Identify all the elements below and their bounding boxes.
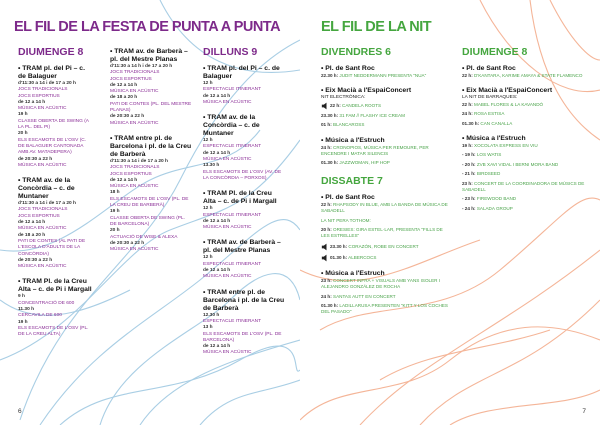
item-time: 19 h [18,112,28,118]
page-title: EL FIL DE LA FESTA DE PUNTA A PUNTA [14,19,281,35]
schedule-column-3 [203,46,285,365]
item-time: 23.30 h: [321,112,339,118]
item-label: JOCS ESPORTIUS [110,76,152,82]
schedule-item [18,100,94,113]
item-label: BIRDSEED [476,171,501,177]
schedule-item [18,294,94,307]
item-label: MÚSICA EN ACÚSTIC [110,120,159,126]
schedule-item [203,313,285,326]
schedule-item [462,171,590,177]
item-label: MÚSICA EN ACÚSTIC [203,350,252,356]
item-label: JAZZWOMAN, HIP HOP [339,160,390,166]
item-label: CONCENTRACIÓ DE 600 [18,300,75,306]
venue-name: • Pl. de Sant Roc [321,193,375,201]
schedule-item [462,73,590,79]
schedule-item [462,162,590,168]
schedule-item [110,83,192,96]
venue-block [203,65,285,106]
venue-block [203,114,285,182]
schedule-item [203,219,285,232]
venue-block [203,190,285,231]
item-time: de 20:30 a 22 h [18,156,53,162]
item-label: MÚSICA EN ACÚSTIC [110,184,159,190]
item-label: JUDIT NEDDERMANN PRESENTA "NUA" [339,73,427,78]
item-label: MÚSICA EN ACÚSTIC [110,89,159,95]
schedule-item [321,73,451,79]
item-label: ELS ESCAMOTS DE L'OSV (PL. DE LA CREU DE BARBERÀ) [110,196,189,209]
schedule-item [203,138,285,151]
item-time: 20 h [110,228,120,234]
venue-subtitle: LA NIT DE BARRAQUES: [462,95,518,101]
item-label: ORESIES: GIRA ESTEL·LAR, PRESENTA "FILLS DE LES ESTRELLES" [321,226,443,239]
item-time: d'11:30 a 14 h i de 17 a 20 h [110,64,173,69]
item-label: ELS ESCAMOTS DE L'OSV (AV. DE LA CONCÒRDIA – PORXOS) [203,169,282,181]
venue-name: • Música a l'Estruch [462,134,526,142]
schedule-item [462,102,590,108]
item-time: - 24 h: [462,205,476,211]
item-time: d'11:30 a 14 i de 17 a 20 h [18,201,76,207]
schedule-item [110,64,192,77]
item-label: MÚSICA EN ACÚSTIC [203,99,252,105]
item-time: 18 h [110,190,120,196]
schedule-item [18,201,94,214]
item-time: 12 h [203,255,213,261]
item-label: ELS ESCAMOTS DE L'OSV (PL. DE BARCELONA) [203,331,282,343]
page-number: 7 [582,408,586,415]
item-time: 24 h: [462,111,473,117]
item-label: CONCERT INFRA + VISUALS AMB YANS ISOLER I ALEJANDRO GONZÁLEZ DE ROCHA [321,277,441,290]
item-time: d'11:30 a 14 i de 17 a 20 h [110,158,168,164]
item-label: CANDELA ROOTS [342,102,382,108]
item-time: 12 h [203,81,213,86]
schedule-item [203,151,285,164]
item-time: - 20 h: [462,161,476,167]
schedule-item [321,218,451,224]
item-time: de 12 a 14 h [18,220,46,226]
item-label: ESPECTACLE ITINERANT [203,261,262,267]
schedule-item [203,268,285,281]
item-time: 9 h [18,294,25,300]
page-title: EL FIL DE LA NIT [321,19,432,35]
item-label: ESPECTACLE ITINERANT [203,318,262,324]
schedule-item [321,278,451,291]
schedule-item [110,228,192,241]
schedule-column-1 [18,46,94,347]
schedule-item [203,163,285,182]
venue-block [321,194,451,262]
item-time: 22 h: [462,73,473,78]
item-label: D'KANTARA, KARIME AMAYA & STATE FLAMENCO [474,73,583,78]
item-time: 12.30 h [203,312,220,318]
item-time: de 20:30 a 22 h [18,257,53,263]
schedule-item [462,111,590,117]
venue-block [462,87,590,127]
venue-name: • TRAM av. de Barberà – pl. del Mestre Planas [110,48,188,63]
schedule-item [321,113,451,119]
venue-block [18,177,94,270]
item-time: 19 h: [462,142,473,148]
item-label: JOCS ESPORTIUS [18,213,60,219]
item-time: 22 h: [321,201,332,207]
item-time: 23.30 h: [330,243,348,249]
schedule-item [321,303,451,316]
schedule-item [321,294,451,300]
schedule-item [18,258,94,271]
schedule-item [321,145,451,158]
schedule-column-2 [462,46,590,220]
schedule-item [18,112,94,131]
venue-block [203,289,285,357]
item-time: 13.30 h [203,163,220,169]
schedule-item [18,157,94,170]
item-label: JOCS TRADICIONALS [110,165,160,171]
item-time: - 21 h: [462,171,476,177]
venue-name: • Eix Macià a l'EspaiConcert [462,87,553,95]
venue-block [18,65,94,169]
schedule-item [110,159,192,172]
item-label: MÚSICA EN ACÚSTIC [18,264,67,270]
schedule-item [110,190,192,209]
venue-name: • TRAM entre pl. de Barcelona i pl. de la Creu de Barberà [203,288,285,312]
item-label: PATI DE CONTES (AL PATI DE L'ESCOLA D'ADULTS DE LA CONCÒRDIA) [18,238,86,257]
venue-name: • TRAM av. de la Concòrdia – c. de Muntaner [18,177,75,201]
item-label: BLANCAROSS [333,122,365,128]
loudspeaker-icon [321,254,328,262]
venue-name: • TRAM entre pl. de Barcelona i pl. de la Creu de Barberà [110,134,192,158]
item-label: CONCERT DE LA COORDINADORA DE MÚSICS DE SABADELL [462,180,585,192]
venue-name: • Música a l'Estruch [321,136,385,144]
item-time: de 20:30 a 22 h [110,240,145,246]
item-time: de 18 a 20 h [110,95,138,101]
item-label: JOCS ESPORTIUS [18,93,60,99]
item-label: CLASSE OBERTA DE SWING (A LA PL. DEL PI) [18,118,89,131]
item-time: 22 h: [330,102,341,108]
item-time: de 12 a 14 h [203,218,231,224]
day-heading: DIUMENGE 8 [18,46,84,58]
item-label: CAN CANALLA [480,120,513,126]
loudspeaker-icon [321,102,328,110]
venue-name: • Eix Macià a l'EspaiConcert [321,87,412,95]
item-label: ESPECTACLE ITINERANT [203,87,262,93]
schedule-item [462,206,590,212]
item-label: MÚSICA EN ACÚSTIC [110,247,159,253]
schedule-item [110,241,192,254]
schedule-item [462,196,590,202]
item-time: 24 h: [321,293,332,299]
item-label: MÚSICA EN ACÚSTIC [203,225,252,231]
item-time: 13 h [203,325,213,331]
item-time: 01 h: [321,122,332,128]
loudspeaker-icon [321,243,328,251]
schedule-item [462,181,590,194]
item-label: LOS WATIS [476,152,502,158]
venue-name: • TRAM Pl. de la Creu Alta – c. de Pi i Margall [18,278,92,294]
item-label: ESPECTACLE ITINERANT [203,212,262,218]
item-time: 01.30 h: [462,120,480,126]
item-time: de 12 a 14 h [203,268,231,274]
item-time: - 19 h: [462,152,476,158]
item-label: JOCS TRADICIONALS [18,87,68,93]
schedule-item [321,243,451,251]
venue-block [462,135,590,212]
item-time: 12 h [203,206,213,212]
schedule-item [110,114,192,127]
item-label: MÚSICA EN ACÚSTIC [18,106,67,112]
item-time: de 18 a 20 h [18,232,46,238]
item-label: MÚSICA EN ACÚSTIC [203,157,252,163]
venue-name: • TRAM av. de la Concòrdia – c. de Muntaner [203,114,260,138]
item-label: CLASSE OBERTA DE SWING (PL. DE BARCELONA) [110,215,185,227]
page-number: 6 [18,408,22,415]
item-time: - 23 h: [462,196,476,202]
item-label: ZVB XAVI VIDAL I BERNI MORA BAND [476,161,559,167]
day-heading: DIUMENGE 8 [462,46,528,58]
schedule-item [321,102,451,110]
item-time: 22.30 h: [321,73,339,78]
item-label: ESPECTACLE ITINERANT [203,144,262,150]
schedule-item [110,95,192,114]
item-label: LA NIT PERA TOTHOM: [321,217,371,223]
item-label: MABEL FLORES & LA KAVANDÓ [474,101,544,107]
item-time: de 12 a 14 h [18,99,46,105]
schedule-item [203,206,285,219]
venue-name: • TRAM Pl. de la Creu Alta – c. de Pi i Margall [203,190,277,206]
item-time: de 12 a 14 h [203,93,231,99]
item-time: de 20:30 a 22 h [110,114,145,120]
item-time: de 12 a 14 h [110,82,138,88]
item-time: 24 h: [321,144,332,150]
item-label: ROSA ESTISA [474,111,505,117]
item-label: MÚSICA EN ACÚSTIC [18,162,67,168]
schedule-item [110,209,192,228]
item-time: d'11:30 a 14 i de 17 a 20 h [18,81,76,86]
item-time: 19 h [110,209,120,215]
item-label: SANTAS AUTT EN CONCERT [333,293,396,299]
schedule-item [462,152,590,158]
venue-block [321,270,451,316]
venue-block [203,239,285,280]
item-time: 01.30 h: [330,254,348,260]
schedule-item [18,307,94,320]
item-label: CRONOPIOS, MÚSICA PER REMOURE, PER ENCENDRE I MATAR SILENCIS [321,144,429,156]
item-time: 11.30 h [18,307,35,313]
venue-block [110,48,192,127]
venue-block [321,65,451,79]
venue-block [321,137,451,167]
schedule-item [462,143,590,149]
venue-name: • Pl. de Sant Roc [462,65,516,72]
schedule-item [203,344,285,357]
item-time: 22 h: [462,101,473,107]
day-heading: DIVENDRES 6 [321,46,392,58]
day-heading: DISSABTE 7 [321,174,383,187]
item-label: XOCOLATA EXPRESS EN VIU [474,142,538,148]
venue-subtitle: NIT ELECTRÒNICA: [321,95,366,101]
item-time: de 12 a 14 h [110,177,138,183]
item-label: CERCAVILA DE 600 [18,313,62,319]
venue-block [110,135,192,253]
schedule-item [203,325,285,344]
right-page [300,0,600,425]
schedule-item [18,81,94,94]
schedule-item [321,122,451,128]
venue-block [321,87,451,128]
venue-name: • Música a l'Estruch [321,269,385,277]
item-label: 31 FAM // FLASHY ICE CREAM [339,112,405,118]
schedule-item [18,320,94,339]
venue-name: • Pl. de Sant Roc [321,65,375,72]
schedule-item [110,178,192,191]
item-time: 23 h: [462,180,473,186]
item-label: JOCS ESPORTIUS [110,171,152,177]
schedule-item [18,233,94,258]
schedule-column-1 [321,46,451,324]
item-label: CORAZÓN, ROBE EN CONCERT [348,243,419,249]
item-label: ACTUACIÓ DE WISE & ALEXA [110,234,178,240]
schedule-item [321,202,451,215]
item-time: 20 h: [321,226,332,232]
item-label: FIREWOOD BAND [476,196,517,202]
item-time: 01.30 h: [321,302,339,308]
schedule-item [462,121,590,127]
schedule-item [321,254,451,262]
schedule-item [203,81,285,94]
item-label: SALADA GROUP [476,205,513,211]
item-label: ALBERCOCS [348,254,377,260]
item-label: ELS ESCAMOTS DE L'OSV (C. DE BALAGUER CANTONADA AMB AV. MATADEPERA) [18,137,87,156]
venue-block [18,278,94,338]
schedule-item [18,131,94,156]
item-label: LADILLARUSA PRESENTEN "KITT Y LOS COCHES DEL PASADO" [321,302,448,315]
venue-name: • TRAM pl. del Pi – c. de Balaguer [18,65,85,80]
schedule-item [321,227,451,240]
item-label: MÚSICA EN ACÚSTIC [18,226,67,232]
venue-name: • TRAM av. de Barberà – pl. del Mestre Planas [203,239,281,255]
item-label: MÚSICA EN ACÚSTIC [203,274,252,280]
item-label: RHAPSODY IN BLUE, AMB LA BANDA DE MÚSICA DE SABADELL [321,201,448,214]
schedule-item [18,220,94,233]
item-time: 12 h [203,138,213,144]
venue-block [462,65,590,79]
schedule-column-2 [110,46,192,261]
schedule-item [321,160,451,166]
item-label: ELS ESCAMOTS DE L'OSV (PL. DE LA CREU ALTA) [18,325,89,338]
item-label: JOCS TRADICIONALS [18,207,68,213]
schedule-item [203,94,285,107]
item-time: 23 h: [321,277,332,283]
item-time: de 12 a 14 h [203,150,231,156]
item-time: 20 h [18,131,28,137]
day-heading: DILLUNS 9 [203,46,258,58]
item-label: JOCS TRADICIONALS [110,70,160,76]
venue-name: • TRAM pl. del Pi – c. de Balaguer [203,65,280,80]
schedule-item [203,255,285,268]
item-label: PATI DE CONTES (PL. DEL MESTRE PLANAS) [110,101,192,114]
item-time: de 12 a 14 h [203,344,231,350]
item-time: 19 h [18,319,28,325]
item-time: 01.30 h: [321,160,339,166]
